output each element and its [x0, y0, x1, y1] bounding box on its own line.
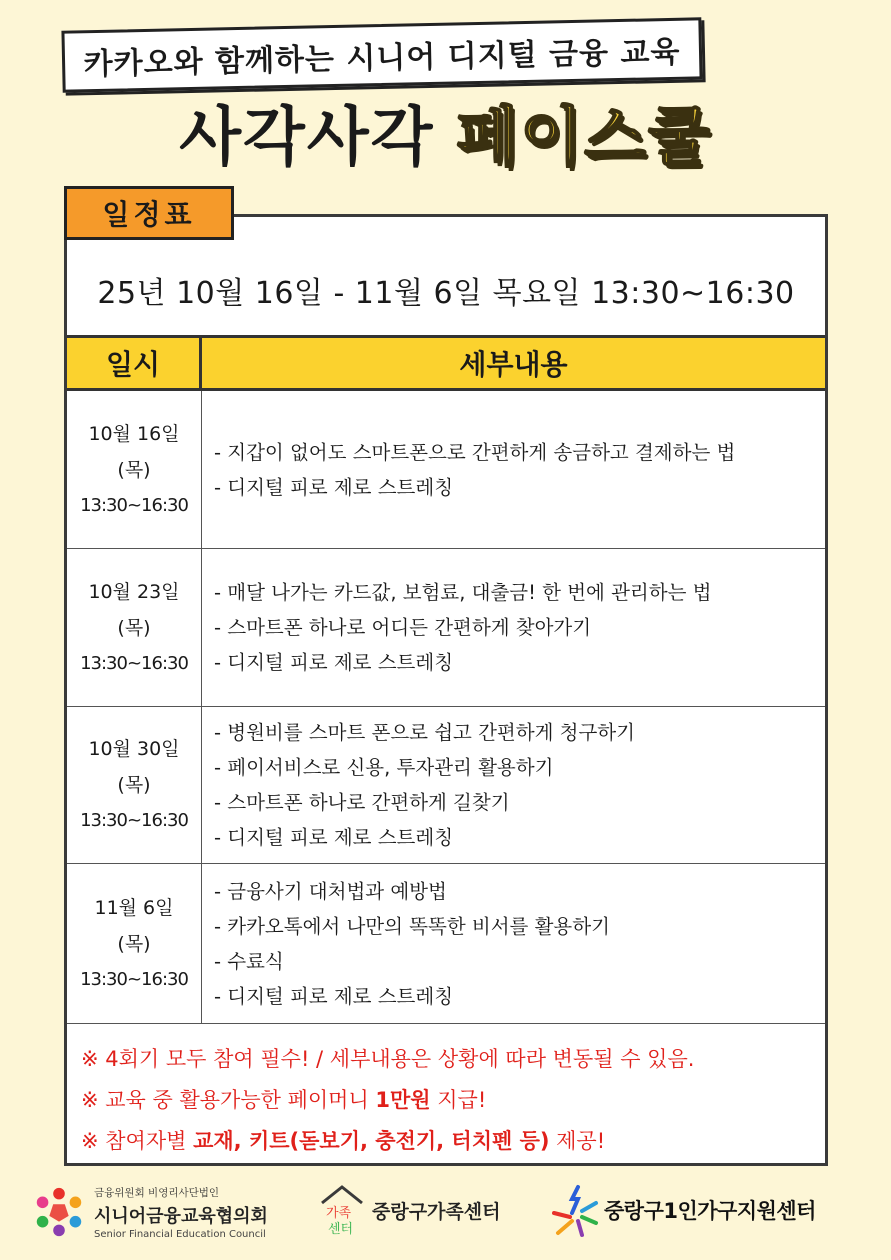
org2-logo-text-bottom: 센터 [328, 1222, 354, 1237]
row-date-cell [67, 707, 202, 863]
row-detail-cell [202, 391, 825, 548]
row-date: 10월 30일 [88, 738, 180, 760]
row-date: 10월 16일 [88, 422, 180, 445]
row-date-cell [67, 864, 202, 1023]
note-emphasis: 1만원 [375, 1088, 431, 1112]
schedule-tab-text: 일정표 [102, 198, 196, 231]
detail-item: - 디지털 피로 제로 스트레칭 [214, 475, 454, 499]
row-detail-cell [202, 549, 825, 706]
note-line [81, 1121, 825, 1162]
schedule-tab-label [64, 186, 234, 240]
people-circle-icon [30, 1183, 88, 1241]
org3-logo [548, 1180, 868, 1240]
org2-name: 중랑구가족센터 [372, 1200, 501, 1223]
row-detail-cell [202, 864, 825, 1023]
row-detail-cell [202, 707, 825, 863]
note-line [81, 1080, 825, 1121]
note-text: 지급! [430, 1088, 487, 1112]
org2-logo [316, 1180, 536, 1240]
table-row [67, 549, 825, 707]
org3-name: 중랑구1인가구지원센터 [604, 1199, 816, 1223]
detail-item: - 매달 나가는 카드값, 보험료, 대출금! 한 번에 관리하는 법 [214, 581, 712, 604]
row-time: 13:30~16:30 [80, 494, 188, 516]
note-line: ※ 4회기 모두 참여 필수! / 세부내용은 상황에 따라 변동될 수 있음. [81, 1047, 695, 1071]
row-date: 10월 23일 [88, 580, 180, 603]
detail-item: - 디지털 피로 제로 스트레칭 [214, 651, 454, 674]
org1-name: 시니어금융교육협의회 [94, 1205, 268, 1227]
notes [67, 1025, 825, 1163]
note-text: ※ 참여자별 [81, 1129, 194, 1153]
one-person-burst-icon [548, 1181, 600, 1239]
row-date-cell [67, 391, 202, 548]
row-date-cell [67, 549, 202, 706]
row-date: 11월 6일 [94, 896, 174, 919]
table-body [67, 391, 825, 1024]
page-title [0, 92, 891, 175]
date-range: 25년 10월 16일 - 11월 6일 목요일 13:30~16:30 [97, 276, 795, 311]
detail-item: - 페이서비스로 신용, 투자관리 활용하기 [214, 756, 554, 779]
detail-item: - 디지털 피로 제로 스트레칭 [214, 984, 454, 1008]
detail-item: - 스마트폰 하나로 간편하게 길찾기 [214, 791, 510, 814]
subtitle-banner [61, 17, 702, 92]
table-row [67, 707, 825, 864]
schedule-table [64, 214, 828, 1166]
note-text: 제공! [549, 1129, 606, 1153]
row-day: (목) [117, 774, 151, 796]
table-row [67, 391, 825, 549]
org1-small-text: 금융위원회 비영리사단법인 [94, 1186, 220, 1199]
subtitle-text: 카카오와 함께하는 시니어 디지털 금융 교육 [83, 34, 681, 83]
row-time: 13:30~16:30 [80, 652, 188, 674]
title-part1: 사각사각 [179, 101, 435, 175]
row-time: 13:30~16:30 [80, 968, 188, 990]
note-text: ※ 교육 중 활용가능한 페이머니 [81, 1088, 376, 1112]
detail-item: - 금융사기 대처법과 예방법 [214, 879, 447, 903]
detail-item: - 카카오톡에서 나만의 똑똑한 비서를 활용하기 [214, 914, 610, 938]
row-day: (목) [117, 932, 151, 955]
footer-logos [0, 1176, 891, 1246]
header-date: 일시 [67, 338, 202, 388]
header-detail: 세부내용 [459, 348, 568, 381]
org1-english-name: Senior Financial Education Council [94, 1228, 266, 1240]
detail-item: - 병원비를 스마트 폰으로 쉽고 간편하게 청구하기 [214, 721, 635, 744]
table-row [67, 864, 825, 1024]
title-part2: 페이스쿨 [456, 101, 712, 175]
family-house-icon [316, 1181, 368, 1239]
detail-item: - 수료식 [214, 949, 284, 973]
row-day: (목) [117, 616, 151, 639]
note-emphasis: 교재, 키트(돋보기, 충전기, 터치펜 등) [193, 1129, 550, 1153]
row-day: (목) [117, 458, 151, 481]
row-time: 13:30~16:30 [80, 810, 188, 831]
table-header-row [67, 335, 825, 391]
org2-logo-text-top: 가족 [326, 1206, 352, 1221]
detail-item: - 스마트폰 하나로 어디든 간편하게 찾아가기 [214, 616, 592, 639]
detail-item: - 지갑이 없어도 스마트폰으로 간편하게 송금하고 결제하는 법 [214, 440, 736, 464]
org1-logo [30, 1182, 300, 1242]
detail-item: - 디지털 피로 제로 스트레칭 [214, 826, 454, 849]
